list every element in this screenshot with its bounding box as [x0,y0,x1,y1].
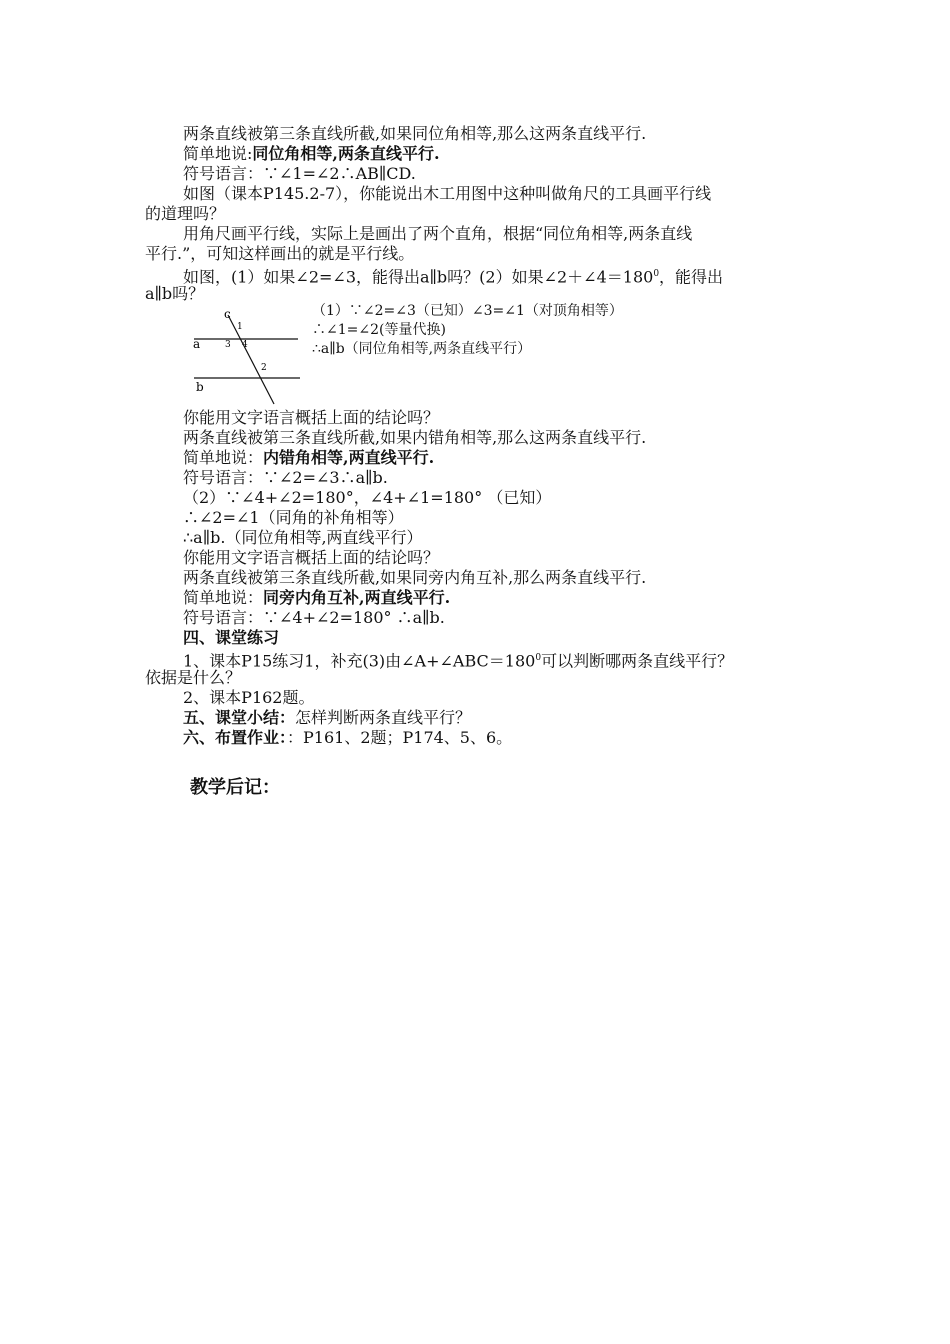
text-line [183,448,434,468]
section-heading: 六、布置作业： [183,728,288,747]
label-a: a [193,337,201,351]
label: 简单地说： [183,448,264,467]
parallel-lines-figure [190,306,310,406]
bold-conclusion: 内错角相等,两直线平行. [263,448,435,467]
text-line: 符号语言：∵∠2=∠3∴a∥b. [183,468,388,487]
angle-3-label: 3 [225,340,231,350]
text-line: 两条直线被第三条直线所截,如果同旁内角互补,那么两条直线平行. [183,568,647,587]
text: 如图，(1）如果∠2=∠3，能得出a∥b吗？(2）如果∠2＋∠4＝180 [183,267,654,287]
text-line: 你能用文字语言概括上面的结论吗？ [183,548,440,567]
bold-conclusion: 同位角相等,两条直线平行. [252,144,440,163]
text: ，能得出 [659,267,724,287]
text-line: ∴∠2=∠1（同角的补角相等） [183,508,404,527]
text-line: （2）∵∠4+∠2=180°，∠4+∠1=180° （已知） [183,488,552,507]
text-line: 依据是什么？ [145,668,242,687]
text-line [183,728,512,748]
text-line: 的道理吗？ [145,204,226,223]
label: 简单地说： [183,588,264,607]
text-line [183,264,723,287]
angle-1-label: 1 [237,322,243,332]
proof-line: （1）∵∠2=∠3（已知）∠3=∠1（对顶角相等） [312,303,623,319]
text-line: 符号语言：∵∠4+∠2=180° ∴a∥b. [183,608,445,627]
label-b: b [196,380,204,394]
text-line [183,588,450,608]
section-heading: 五、课堂小结： [183,708,296,727]
text-line: ∴a∥b.（同位角相等,两直线平行） [183,528,423,547]
proof-line: ∴∠1=∠2(等量代换) [312,322,446,338]
text-line [183,144,440,164]
bold-conclusion: 同旁内角互补,两直线平行. [263,588,451,607]
text: 可以判断哪两条直线平行？ [541,651,734,671]
text-line: 平行.”，可知这样画出的就是平行线。 [145,244,415,263]
label-c: c [224,307,231,321]
proof-line: ∴a∥b（同位角相等,两条直线平行） [312,341,532,357]
teaching-notes-heading: 教学后记： [190,777,280,798]
text-line: 如图（课本P145.2-7），你能说出木工用图中这种叫做角尺的工具画平行线 [183,184,712,203]
text-line: 符号语言：∵∠1=∠2∴AB∥CD. [183,164,416,183]
section-heading: 四、课堂练习 [183,628,280,647]
text: ：P161、2题；P174、5、6。 [287,728,513,747]
text-line: 两条直线被第三条直线所截,如果内错角相等,那么这两条直线平行. [183,428,647,447]
text: 怎样判断两条直线平行？ [295,708,472,727]
text-line: a∥b吗？ [145,284,205,303]
text-line: 用角尺画平行线，实际上是画出了两个直角，根据“同位角相等,两条直线 [183,224,693,243]
label: 简单地说: [183,144,253,163]
superscript: 0 [653,269,660,279]
angle-2-label: 2 [261,363,267,373]
line-c [228,315,274,404]
text-line: 两条直线被第三条直线所截,如果同位角相等,那么这两条直线平行. [183,124,647,143]
text-line [183,648,733,671]
superscript: 0 [535,653,542,663]
text-line: 你能用文字语言概括上面的结论吗？ [183,408,440,427]
text: 1、课本P15练习1，补充(3)由∠A+∠ABC＝180 [183,651,536,671]
text-line [183,708,471,728]
angle-4-label: 4 [242,340,248,350]
text-line: 2、课本P162题。 [183,688,315,707]
